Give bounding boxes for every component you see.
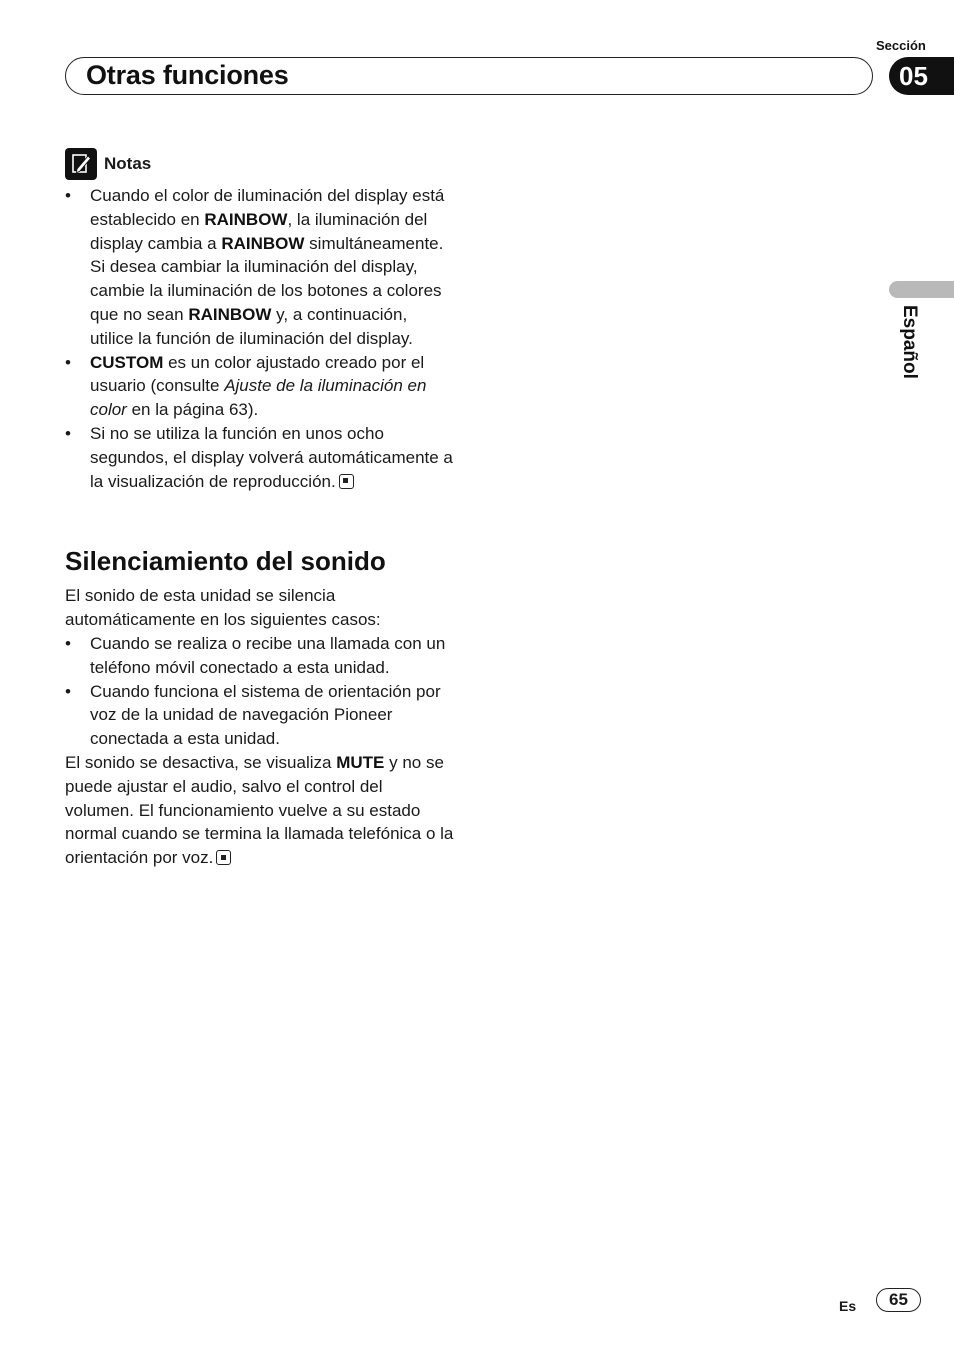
footer-language-code: Es [839, 1298, 857, 1314]
pencil-note-icon [65, 148, 97, 180]
notes-title: Notas [104, 154, 152, 174]
language-tab-marker [889, 281, 954, 298]
end-of-section-icon [339, 474, 354, 489]
page-number: 65 [876, 1288, 921, 1312]
mute-case-item: • Cuando se realiza o recibe una llamada con un teléfono móvil conectado a esta unidad. [65, 632, 455, 680]
main-column [65, 148, 455, 870]
section-heading: Silenciamiento del sonido [65, 546, 386, 577]
note-item: • Cuando el color de iluminación del display está establecido en RAINBOW, la iluminación del display cambia a RAINBOW simultáneamente. Si desea cambiar la iluminación del display, cambie la iluminación de los botones a colores que no sean RAINBOW y, a continuación, utilice la función de iluminación del display. [65, 184, 455, 351]
end-of-section-icon [216, 850, 231, 865]
mute-cases-list [65, 632, 455, 751]
notes-list [65, 184, 455, 493]
note-item: • Si no se utiliza la función en unos ocho segundos, el display volverá automáticamente a la visualización de reproducción. [65, 422, 455, 493]
language-label: Español [899, 305, 920, 379]
cross-reference: Ajuste de la iluminación en color [90, 376, 427, 420]
mute-intro: El sonido de esta unidad se silencia automáticamente en los siguientes casos: [65, 586, 381, 630]
section-number-tab: 05 [889, 57, 954, 95]
note-item: • CUSTOM es un color ajustado creado por el usuario (consulte Ajuste de la iluminación en color en la página 63). [65, 351, 455, 422]
chapter-title: Otras funciones [86, 60, 289, 90]
chapter-header [65, 57, 873, 95]
section-label: Sección [876, 38, 926, 53]
mute-case-item: • Cuando funciona el sistema de orientación por voz de la unidad de navegación Pioneer conectada a esta unidad. [65, 680, 455, 751]
mute-outro: El sonido se desactiva, se visualiza MUTE y no se puede ajustar el audio, salvo el control del volumen. El funcionamiento vuelve a su estado normal cuando se termina la llamada telefónica o la orientación por voz. [65, 752, 454, 868]
notes-header [65, 148, 455, 180]
